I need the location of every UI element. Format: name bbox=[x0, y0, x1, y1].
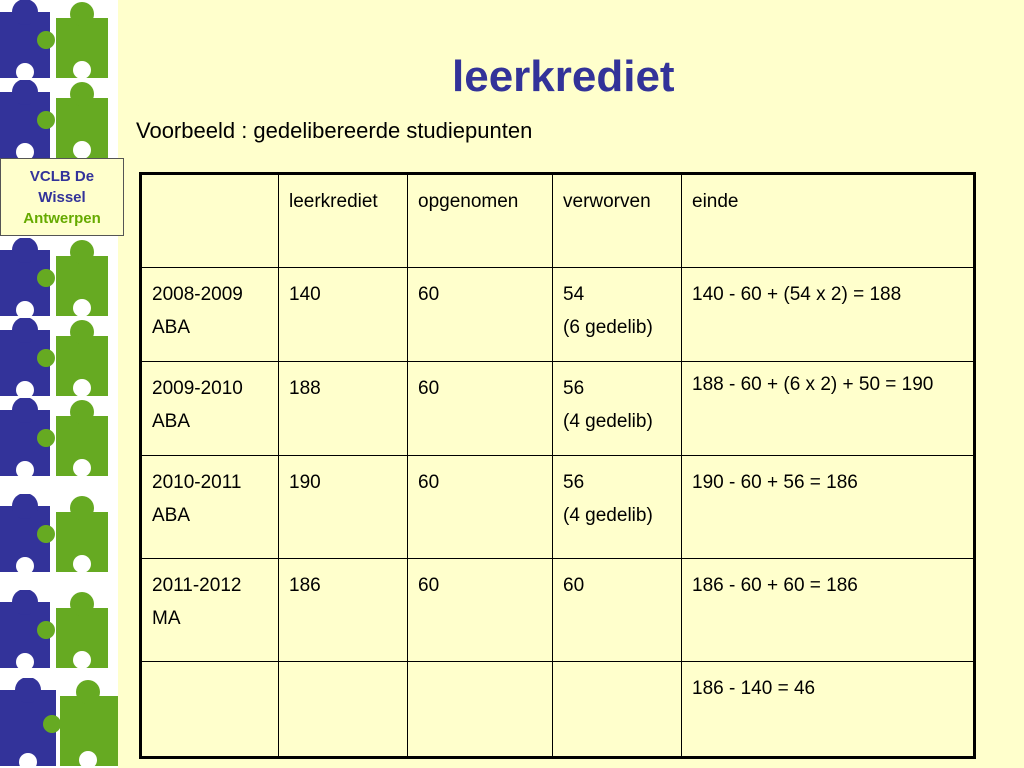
table-row bbox=[141, 268, 975, 362]
program-label: ABA bbox=[152, 411, 191, 432]
year-label: 2010-2011 bbox=[152, 472, 242, 493]
opgenomen-cell: 60 bbox=[408, 362, 553, 456]
header-cell: leerkrediet bbox=[279, 174, 408, 268]
year-label: 2011-2012 bbox=[152, 575, 242, 596]
verworven-value: 56 bbox=[563, 378, 585, 399]
puzzle-icon bbox=[0, 0, 118, 80]
year-cell bbox=[141, 268, 279, 362]
opgenomen-cell bbox=[408, 662, 553, 758]
credits-table bbox=[139, 172, 976, 759]
opgenomen-cell: 60 bbox=[408, 456, 553, 559]
puzzle-icon bbox=[0, 80, 118, 160]
verworven-note: (4 gedelib) bbox=[563, 411, 653, 432]
year-label: 2009-2010 bbox=[152, 378, 243, 399]
leerkrediet-cell: 188 bbox=[279, 362, 408, 456]
leerkrediet-cell: 186 bbox=[279, 559, 408, 662]
header-cell: einde bbox=[682, 174, 975, 268]
verworven-cell bbox=[553, 662, 682, 758]
program-label: ABA bbox=[152, 317, 191, 338]
year-cell bbox=[141, 456, 279, 559]
einde-cell: 188 - 60 + (6 x 2) + 50 = 190 bbox=[682, 362, 975, 456]
header-cell: verworven bbox=[553, 174, 682, 268]
table-row bbox=[141, 662, 975, 758]
table-row bbox=[141, 456, 975, 559]
year-cell bbox=[141, 559, 279, 662]
puzzle-icon bbox=[0, 678, 118, 768]
program-label: MA bbox=[152, 608, 181, 629]
puzzle-icon bbox=[0, 238, 118, 318]
verworven-cell bbox=[553, 268, 682, 362]
leerkrediet-cell: 140 bbox=[279, 268, 408, 362]
header-row bbox=[141, 174, 975, 268]
logo-line-1: VCLB De bbox=[29, 168, 95, 185]
einde-cell: 190 - 60 + 56 = 186 bbox=[682, 456, 975, 559]
header-cell bbox=[141, 174, 279, 268]
puzzle-icon bbox=[0, 398, 118, 478]
einde-cell: 186 - 140 = 46 bbox=[682, 662, 975, 758]
verworven-value: 54 bbox=[563, 284, 585, 305]
verworven-cell bbox=[553, 559, 682, 662]
puzzle-icon bbox=[0, 494, 118, 574]
puzzle-sidebar bbox=[0, 0, 118, 768]
verworven-cell bbox=[553, 456, 682, 559]
year-label: 2008-2009 bbox=[152, 284, 243, 305]
opgenomen-cell: 60 bbox=[408, 268, 553, 362]
verworven-note: (4 gedelib) bbox=[563, 505, 653, 526]
logo-line-2: Wissel bbox=[38, 189, 86, 206]
vclb-logo bbox=[0, 158, 124, 236]
verworven-value: 60 bbox=[563, 575, 585, 596]
verworven-cell bbox=[553, 362, 682, 456]
table-row bbox=[141, 362, 975, 456]
einde-cell: 140 - 60 + (54 x 2) = 188 bbox=[682, 268, 975, 362]
puzzle-icon bbox=[0, 590, 118, 670]
table-row bbox=[141, 559, 975, 662]
leerkrediet-cell: 190 bbox=[279, 456, 408, 559]
year-cell bbox=[141, 662, 279, 758]
puzzle-icon bbox=[0, 318, 118, 398]
einde-cell: 186 - 60 + 60 = 186 bbox=[682, 559, 975, 662]
program-label: ABA bbox=[152, 505, 191, 526]
page-subtitle: Voorbeeld : gedelibereerde studiepunten bbox=[136, 118, 533, 143]
page-title: leerkrediet bbox=[452, 52, 675, 101]
verworven-value: 56 bbox=[563, 472, 585, 493]
header-cell: opgenomen bbox=[408, 174, 553, 268]
leerkrediet-cell bbox=[279, 662, 408, 758]
logo-line-3: Antwerpen bbox=[23, 210, 101, 227]
verworven-note: (6 gedelib) bbox=[563, 317, 653, 338]
opgenomen-cell: 60 bbox=[408, 559, 553, 662]
year-cell bbox=[141, 362, 279, 456]
